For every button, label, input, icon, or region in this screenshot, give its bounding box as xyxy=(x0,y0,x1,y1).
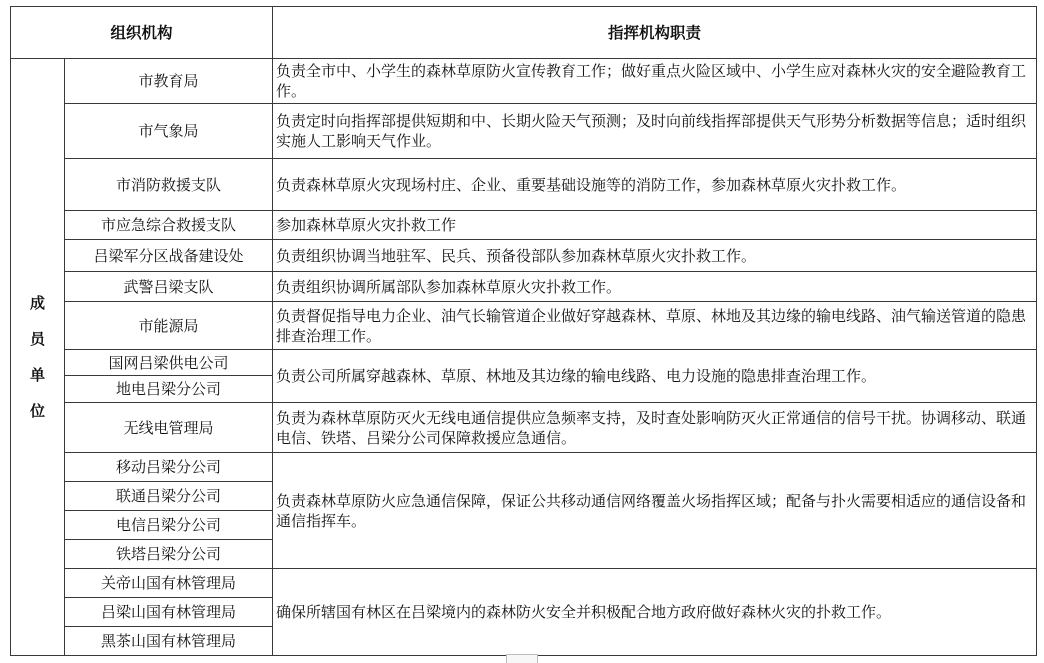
duty-cell: 参加森林草原火灾扑救工作 xyxy=(273,211,1037,240)
table-row xyxy=(11,211,1037,240)
table-row xyxy=(11,302,1037,350)
table-row xyxy=(11,159,1037,211)
group-label-char: 单 xyxy=(29,366,45,384)
org-cell: 市教育局 xyxy=(65,59,273,104)
duty-cell: 负责公司所属穿越森林、草原、林地及其边缘的输电线路、电力设施的隐患排查治理工作。 xyxy=(273,350,1037,403)
org-cell: 关帝山国有林管理局 xyxy=(65,569,273,598)
duty-cell: 负责组织协调当地驻军、民兵、预备役部队参加森林草原火灾扑救工作。 xyxy=(273,240,1037,272)
table-row xyxy=(11,569,1037,598)
duty-cell: 负责为森林草原防灭火无线电通信提供应急频率支持，及时查处影响防灭火正常通信的信号干扰。协调移动、联通电信、铁塔、吕梁分公司保障救援应急通信。 xyxy=(273,403,1037,453)
org-cell: 电信吕梁分公司 xyxy=(65,511,273,540)
org-cell: 吕梁山国有林管理局 xyxy=(65,598,273,627)
org-cell: 黑茶山国有林管理局 xyxy=(65,627,273,656)
duty-cell: 负责定时向指挥部提供短期和中、长期火险天气预测；及时向前线指挥部提供天气形势分析数据等信息；适时组织实施人工影响天气作业。 xyxy=(273,104,1037,159)
org-cell: 地电吕梁分公司 xyxy=(65,376,273,403)
responsibility-table xyxy=(10,6,1037,656)
member-units-group-label xyxy=(11,59,65,656)
org-cell: 市气象局 xyxy=(65,104,273,159)
table-row xyxy=(11,240,1037,272)
org-cell: 武警吕梁支队 xyxy=(65,272,273,302)
org-cell: 移动吕梁分公司 xyxy=(65,453,273,482)
group-label-char: 位 xyxy=(29,402,45,420)
duty-column-header: 指挥机构职责 xyxy=(273,7,1037,59)
duty-cell: 负责森林草原防火应急通信保障，保证公共移动通信网络覆盖火场指挥区域；配备与扑火需要相适应的通信设备和通信指挥车。 xyxy=(273,453,1037,569)
org-cell: 市应急综合救援支队 xyxy=(65,211,273,240)
org-cell: 国网吕梁供电公司 xyxy=(65,350,273,376)
org-cell: 吕梁军分区战备建设处 xyxy=(65,240,273,272)
table-row xyxy=(11,104,1037,159)
duty-cell: 负责督促指导电力企业、油气长输管道企业做好穿越森林、草原、林地及其边缘的输电线路、油气输送管道的隐患排查治理工作。 xyxy=(273,302,1037,350)
table-row xyxy=(11,272,1037,302)
duty-cell: 负责全市中、小学生的森林草原防火宣传教育工作；做好重点火险区域中、小学生应对森林火灾的安全避险教育工作。 xyxy=(273,59,1037,104)
group-label-char: 员 xyxy=(29,330,45,348)
group-label-char: 成 xyxy=(29,294,45,312)
table-row xyxy=(11,403,1037,453)
table-row xyxy=(11,453,1037,482)
table-row xyxy=(11,350,1037,376)
table-row xyxy=(11,59,1037,104)
duty-cell: 负责组织协调所属部队参加森林草原火灾扑救工作。 xyxy=(273,272,1037,302)
org-column-header: 组织机构 xyxy=(11,7,273,59)
org-cell: 市能源局 xyxy=(65,302,273,350)
duty-cell: 负责森林草原火灾现场村庄、企业、重要基础设施等的消防工作，参加森林草原火灾扑救工作。 xyxy=(273,159,1037,211)
org-cell: 铁塔吕梁分公司 xyxy=(65,540,273,569)
header-row xyxy=(11,7,1037,59)
org-cell: 市消防救援支队 xyxy=(65,159,273,211)
org-cell: 联通吕梁分公司 xyxy=(65,482,273,511)
duty-cell: 确保所辖国有林区在吕梁境内的森林防火安全并积极配合地方政府做好森林火灾的扑救工作。 xyxy=(273,569,1037,656)
org-cell: 无线电管理局 xyxy=(65,403,273,453)
